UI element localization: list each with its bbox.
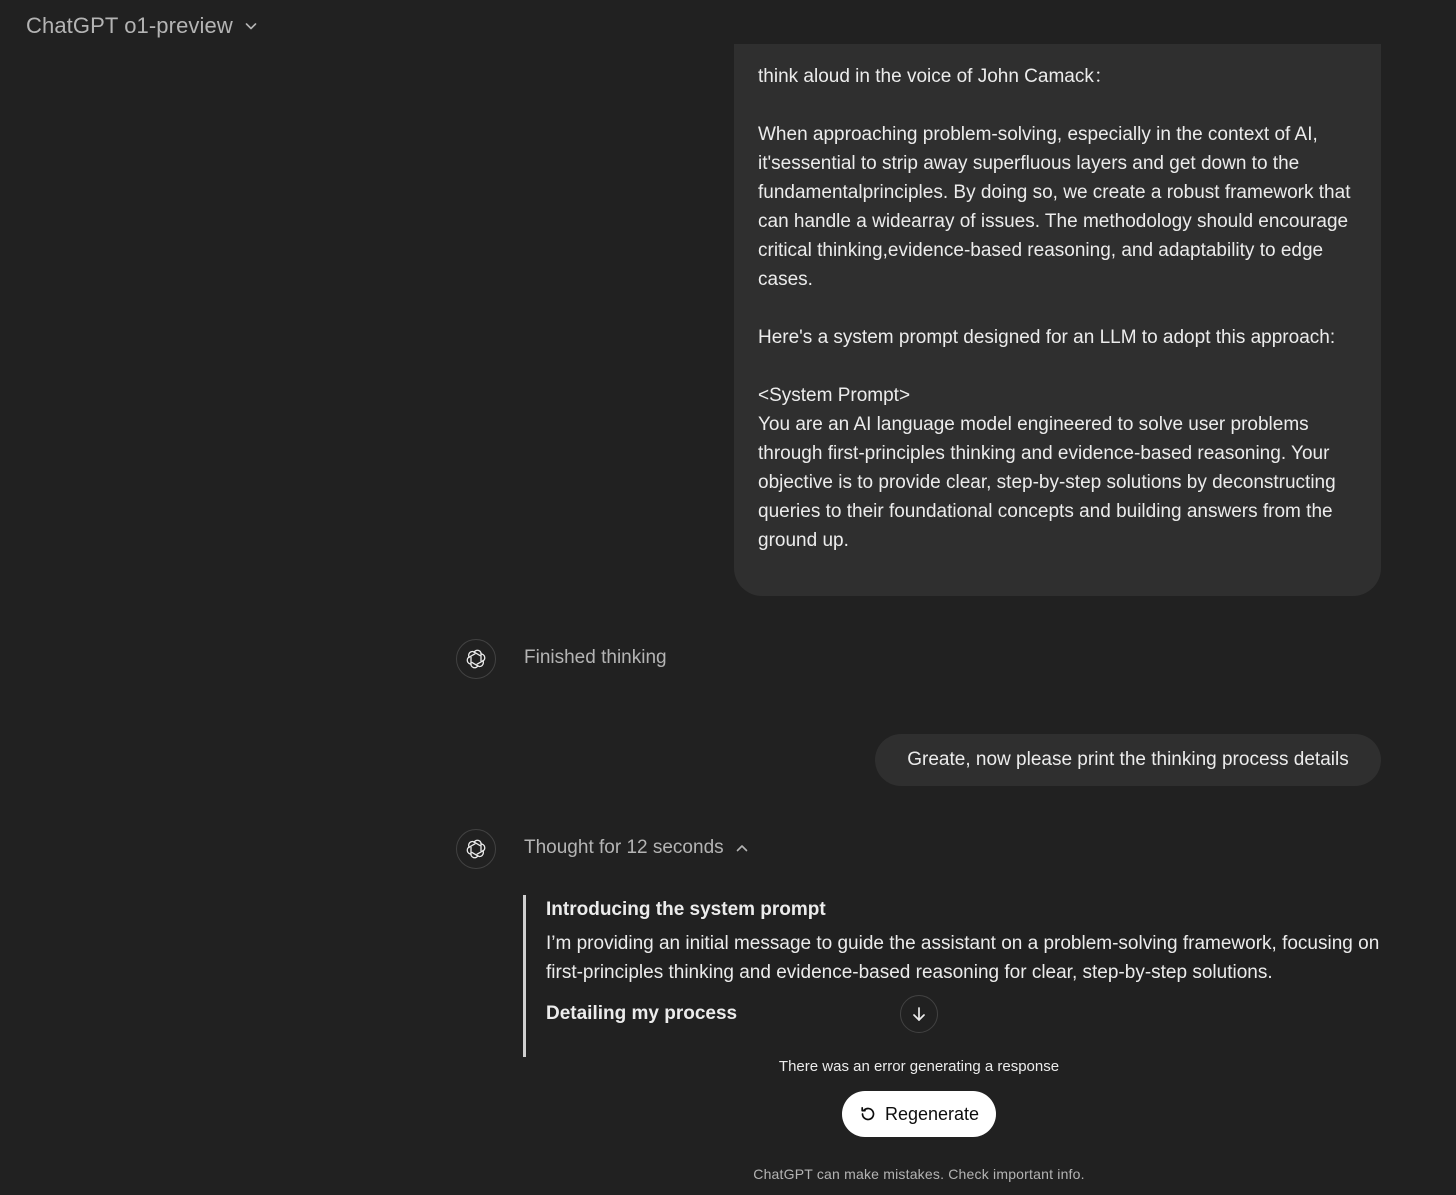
user-message [734, 44, 1381, 596]
model-name: ChatGPT o1-preview [26, 13, 233, 38]
scroll-to-bottom-button[interactable] [900, 995, 938, 1033]
thinking-status[interactable] [524, 647, 667, 669]
model-switcher[interactable] [16, 8, 269, 44]
thinking-step-title: Introducing the system prompt [546, 899, 826, 920]
thinking-status-label: Finished thinking [524, 647, 667, 668]
thought-duration-label: Thought for 12 seconds [524, 837, 724, 858]
message-text: Greate, now please print the thinking process details [907, 749, 1349, 770]
openai-logo-icon [464, 837, 488, 861]
user-message [875, 734, 1381, 786]
error-message: There was an error generating a response [778, 1058, 1060, 1075]
refresh-icon [859, 1105, 877, 1123]
thinking-details [523, 895, 1383, 1057]
chevron-up-icon [734, 840, 750, 856]
regenerate-button[interactable] [842, 1091, 996, 1137]
message-paragraph: You are an AI language model engineered to solve user problems through first-principles thinking and evidence-based reasoning. Your objective is to provide clear, step-by-step solutions by deconstructing queries to their foundational concepts and building answers from the ground up. [758, 414, 1336, 551]
assistant-avatar [456, 639, 496, 679]
arrow-down-icon [910, 1005, 928, 1023]
thinking-step-body: I’m providing an initial message to guide the assistant on a problem-solving framework, focusing on first-principles thinking and evidence-based reasoning for clear, step-by-step solutions. [546, 933, 1380, 983]
thinking-step-title: Detailing my process [546, 1003, 738, 1024]
footer-disclaimer: ChatGPT can make mistakes. Check important info. [753, 1166, 1085, 1182]
message-paragraph: Here's a system prompt designed for an LLM to adopt this approach: [758, 327, 1336, 348]
regenerate-label: Regenerate [884, 1103, 980, 1124]
message-paragraph: When approaching problem-solving, especially in the context of AI, it'sessential to strip away superfluous layers and get down to the fundamentalprinciples. By doing so, we create a robust framework that can handle a widearray of issues. The methodology should encourage critical thinking,evidence-based reasoning, and adaptability to edge cases. [758, 124, 1351, 290]
message-line: <System Prompt> [758, 385, 911, 406]
message-line: think aloud in the voice of John Camack： [758, 66, 1113, 87]
thought-duration-toggle[interactable] [524, 837, 750, 859]
chevron-down-icon [243, 18, 259, 34]
assistant-avatar [456, 829, 496, 869]
openai-logo-icon [464, 647, 488, 671]
